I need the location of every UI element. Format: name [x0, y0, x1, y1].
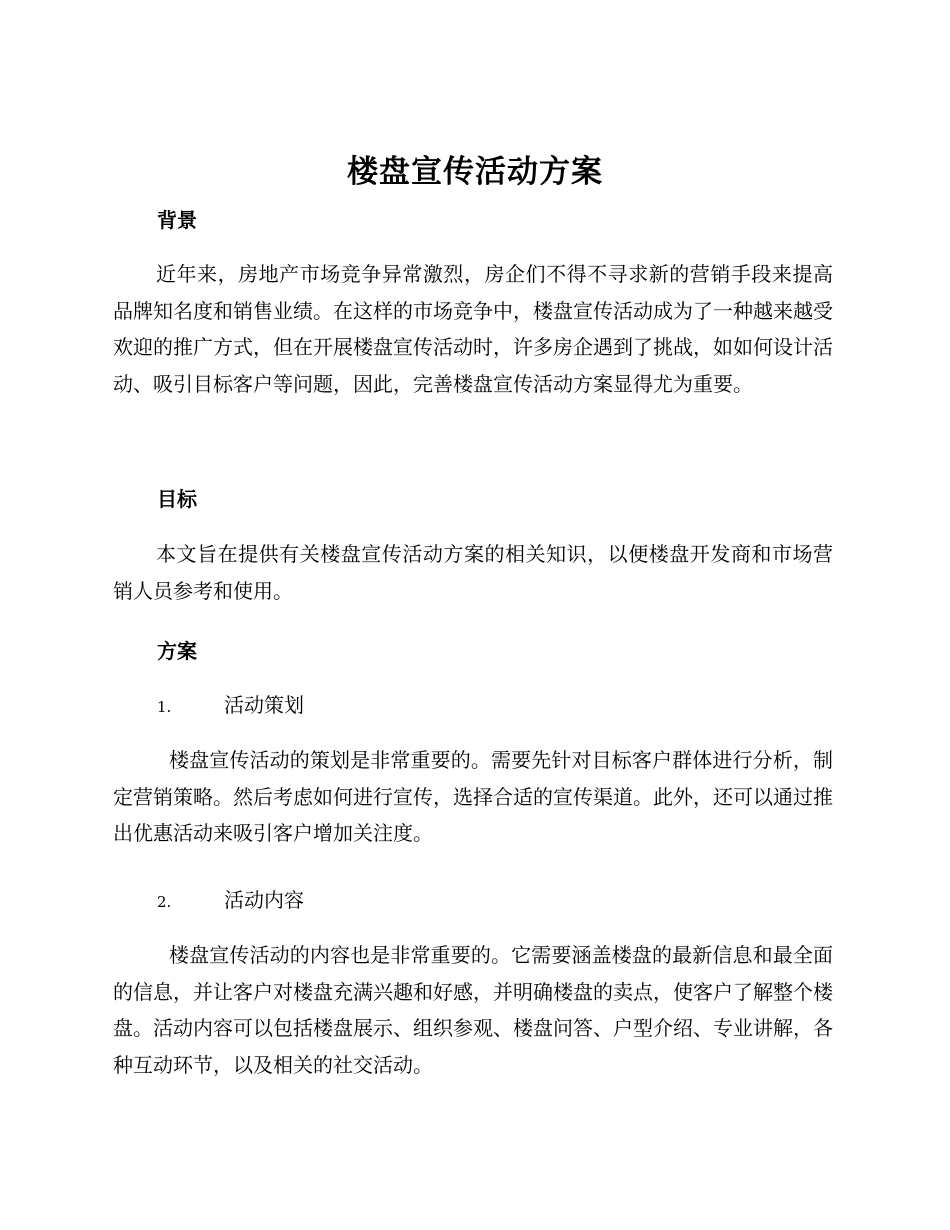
plan-item-1-number: 1. [157, 698, 172, 716]
plan-item-2-number: 2. [157, 893, 172, 911]
plan-item-1 [157, 691, 304, 721]
section-heading-background: 背景 [157, 208, 197, 232]
plan-item-2 [157, 886, 304, 916]
background-paragraph: 近年来，房地产市场竞争异常激烈，房企们不得不寻求新的营销手段来提高品牌知名度和销售业绩。在这样的市场竞争中，楼盘宣传活动成为了一种越来越受欢迎的推广方式，但在开展楼盘宣传活动时，许多房企遇到了挑战，如如何设计活动、吸引目标客户等问题，因此，完善楼盘宣传活动方案显得尤为重要。 [113, 262, 833, 396]
section-heading-plan: 方案 [157, 639, 197, 663]
plan-item-1-title: 活动策划 [224, 693, 304, 717]
plan-item-1-paragraph: 楼盘宣传活动的策划是非常重要的。需要先针对目标客户群体进行分析，制定营销策略。然后考虑如何进行宣传，选择合适的宣传渠道。此外，还可以通过推出优惠活动来吸引客户增加关注度。 [113, 748, 833, 845]
section-heading-goal: 目标 [157, 487, 197, 511]
goal-paragraph: 本文旨在提供有关楼盘宣传活动方案的相关知识，以便楼盘开发商和市场营销人员参考和使用。 [113, 542, 833, 603]
plan-item-2-title: 活动内容 [224, 888, 304, 912]
document-title: 楼盘宣传活动方案 [347, 154, 603, 190]
plan-item-2-paragraph: 楼盘宣传活动的内容也是非常重要的。它需要涵盖楼盘的最新信息和最全面的信息，并让客户对楼盘充满兴趣和好感，并明确楼盘的卖点，使客户了解整个楼盘。活动内容可以包括楼盘展示、组织参观、楼盘问答、户型介绍、专业讲解，各种互动环节，以及相关的社交活动。 [113, 943, 833, 1077]
